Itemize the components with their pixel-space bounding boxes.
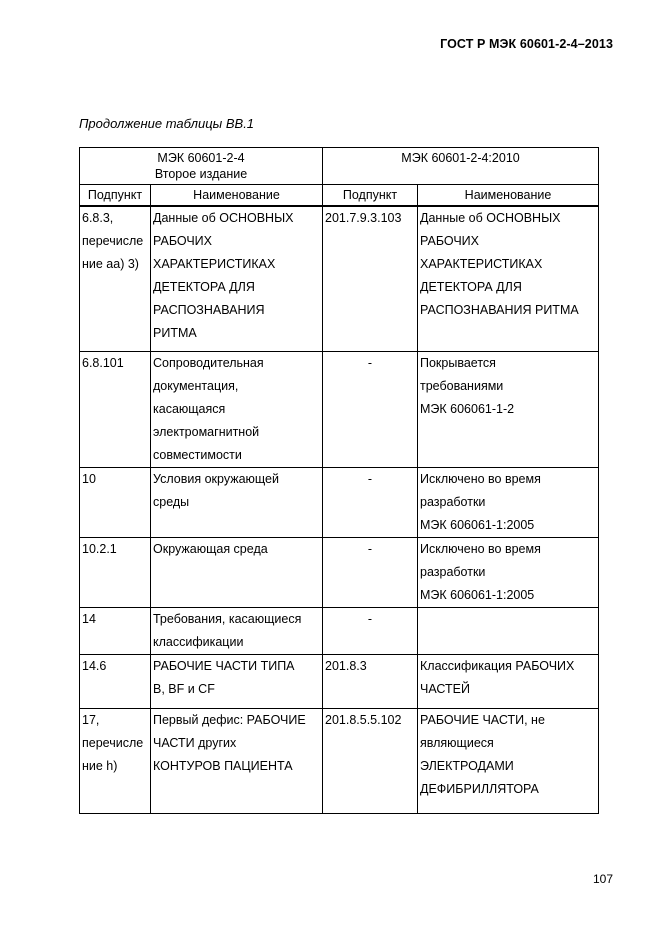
cell-text-line: ДЕТЕКТОРА ДЛЯ (420, 280, 522, 294)
cell-name-left (151, 654, 323, 708)
cell-text-line: 6.8.101 (82, 355, 124, 370)
cell-text-line: совместимости (153, 447, 242, 462)
col-header-name-left: Наименование (151, 185, 323, 207)
cell-subclause-right (323, 467, 418, 537)
cell-text-line: ние аа) 3) (82, 257, 139, 271)
document-code: ГОСТ Р МЭК 60601-2-4–2013 (440, 37, 613, 51)
cell-text-line: КОНТУРОВ ПАЦИЕНТА (153, 758, 293, 773)
cell-text-line: ХАРАКТЕРИСТИКАХ (420, 257, 543, 271)
cell-text-line: - (367, 471, 373, 486)
cell-text-line: требованиями (420, 378, 504, 393)
cell-text-line: ние h) (82, 758, 118, 773)
cell-text-line: - (367, 541, 373, 556)
cell-text-line: перечисле (82, 735, 144, 750)
page-number: 107 (592, 872, 613, 886)
cell-subclause-right (323, 708, 418, 813)
cell-subclause-left (80, 654, 151, 708)
cell-text-line: МЭК 606061-1-2 (420, 401, 515, 416)
standard-right-cell (323, 148, 599, 185)
cell-subclause-right (323, 537, 418, 607)
cell-name-right (418, 708, 599, 813)
cell-text-line: РИТМА (153, 326, 197, 340)
cell-text-line: Требования, касающиеся (153, 611, 302, 626)
cell-subclause-left (80, 351, 151, 467)
cell-subclause-left (80, 708, 151, 813)
cell-text-line: Данные об ОСНОВНЫХ (153, 211, 294, 225)
cell-text-line: Классификация РАБОЧИХ (420, 658, 575, 673)
cell-name-right (418, 467, 599, 537)
cell-text-line: 6.8.3, (82, 211, 114, 225)
cell-text-line: Сопроводительная (153, 355, 264, 370)
cell-text-line: МЭК 606061-1:2005 (420, 517, 535, 532)
table-row (80, 537, 599, 607)
cell-text-line: РАСПОЗНАВАНИЯ (153, 303, 265, 317)
cell-text-line: 201.8.5.5.102 (325, 712, 402, 727)
cell-name-right (418, 607, 599, 654)
cell-subclause-left (80, 206, 151, 351)
cell-text-line: РАБОЧИХ (153, 234, 213, 248)
standard-left-line: МЭК 60601-2-4 (157, 151, 245, 165)
table-caption: Продолжение таблицы ВВ.1 (79, 116, 255, 131)
cell-text-line: касающаяся (153, 401, 226, 416)
cell-text-line: РАБОЧИЕ ЧАСТИ, не (420, 712, 545, 727)
cell-subclause-left (80, 467, 151, 537)
cell-text-line: B, BF и CF (153, 681, 215, 696)
cell-name-left (151, 206, 323, 351)
col-header-name-right: Наименование (418, 185, 599, 207)
cell-text-line: 10 (82, 471, 96, 486)
cell-name-left (151, 467, 323, 537)
cell-text-line: - (367, 611, 373, 626)
table-row (80, 206, 599, 351)
cell-text-line: МЭК 606061-1:2005 (420, 587, 535, 602)
cell-text-line: Первый дефис: РАБОЧИЕ (153, 712, 306, 727)
table-row (80, 467, 599, 537)
cell-text-line: Окружающая среда (153, 541, 268, 556)
cell-text-line: являющиеся (420, 735, 494, 750)
table-row (80, 607, 599, 654)
table-row (80, 351, 599, 467)
cell-text-line: Покрывается (420, 355, 496, 370)
cell-name-left (151, 607, 323, 654)
cell-text-line: ДЕТЕКТОРА ДЛЯ (153, 280, 255, 294)
cell-text-line: - (367, 355, 373, 370)
cell-text-line: разработки (420, 564, 486, 579)
cell-text-line: перечисле (82, 234, 144, 248)
cell-text-line: классификации (153, 634, 244, 649)
col-header-subclause-left: Подпункт (80, 185, 151, 207)
cell-text-line: ЧАСТИ других (153, 735, 237, 750)
cell-subclause-left (80, 537, 151, 607)
cell-name-left (151, 708, 323, 813)
col-header-subclause-right: Подпункт (323, 185, 418, 207)
cell-text-line: 201.7.9.3.103 (325, 211, 402, 225)
cell-name-left (151, 351, 323, 467)
cell-text-line: Исключено во время (420, 471, 541, 486)
cell-subclause-right (323, 206, 418, 351)
cell-text-line: 201.8.3 (325, 658, 367, 673)
standard-left-edition: Второе издание (154, 167, 248, 181)
cell-name-right (418, 351, 599, 467)
cell-text-line: Исключено во время (420, 541, 541, 556)
table-row (80, 708, 599, 813)
cell-subclause-right (323, 654, 418, 708)
cell-text-line: документация, (153, 378, 239, 393)
cell-name-left (151, 537, 323, 607)
cell-text-line: ДЕФИБРИЛЛЯТОРА (420, 781, 539, 796)
standard-left-cell (80, 148, 323, 185)
cell-text-line: Условия окружающей (153, 471, 279, 486)
cell-text-line: 14.6 (82, 658, 107, 673)
cell-text-line: РАБОЧИЕ ЧАСТИ ТИПА (153, 658, 295, 673)
cell-text-line: Данные об ОСНОВНЫХ (420, 211, 561, 225)
cell-name-right (418, 206, 599, 351)
table-row (80, 654, 599, 708)
cell-text-line: 14 (82, 611, 96, 626)
standard-right-line: МЭК 60601-2-4:2010 (401, 151, 520, 165)
cell-subclause-right (323, 607, 418, 654)
cell-text-line: 17, (82, 712, 100, 727)
table-body (80, 206, 599, 813)
cell-name-right (418, 654, 599, 708)
cell-subclause-right (323, 351, 418, 467)
cell-text-line: разработки (420, 494, 486, 509)
cell-text-line: среды (153, 494, 190, 509)
column-header-row (80, 185, 599, 207)
cell-text-line: ЧАСТЕЙ (420, 681, 470, 696)
cell-name-right (418, 537, 599, 607)
cell-subclause-left (80, 607, 151, 654)
standards-header-row (80, 148, 599, 185)
cell-text-line: РАСПОЗНАВАНИЯ РИТМА (420, 303, 579, 317)
cell-text-line: ХАРАКТЕРИСТИКАХ (153, 257, 276, 271)
comparison-table (79, 147, 599, 814)
cell-text-line: РАБОЧИХ (420, 234, 480, 248)
cell-text-line: электромагнитной (153, 424, 260, 439)
cell-text-line: 10.2.1 (82, 541, 117, 556)
cell-text-line: ЭЛЕКТРОДАМИ (420, 758, 514, 773)
